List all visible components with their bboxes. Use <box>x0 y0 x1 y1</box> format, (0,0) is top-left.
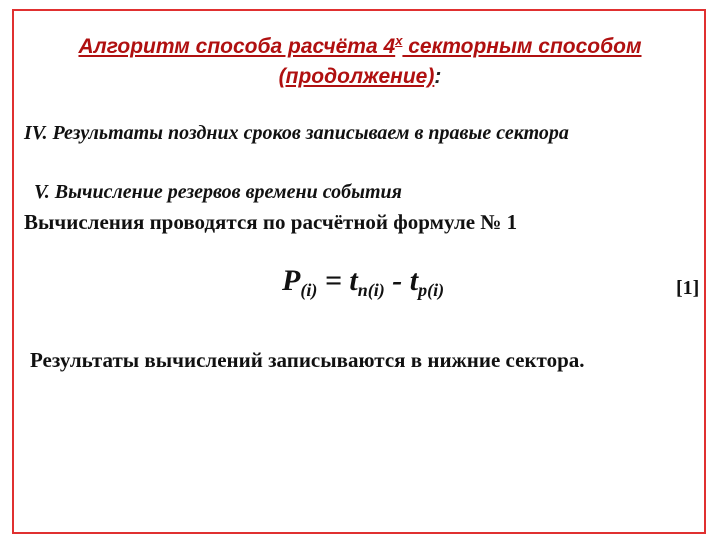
calculation-text: Вычисления проводятся по расчётной формуле № 1 <box>24 210 518 234</box>
formula-reference: [1] <box>676 277 700 299</box>
formula <box>282 264 444 301</box>
title-rest: секторным способом <box>402 35 642 58</box>
title-superscript: х <box>395 33 403 48</box>
step-v-text: V. Вычисление резервов времени события <box>34 181 402 203</box>
step-iv-text: IV. Результаты поздних сроков записываем в правые сектора <box>24 122 569 144</box>
formula-lhs-sub: (i) <box>300 280 318 300</box>
result-text: Результаты вычислений записываются в нижние сектора. <box>30 348 585 372</box>
title-colon: : <box>434 65 442 88</box>
formula-t1-sub: п(i) <box>357 280 385 300</box>
formula-minus: - t <box>384 264 419 297</box>
title-line-2 <box>14 62 706 92</box>
title-line-1 <box>14 26 706 62</box>
formula-eq: = t <box>317 264 358 297</box>
slide-title <box>14 26 706 92</box>
formula-lhs: P <box>282 264 301 297</box>
title-main: Алгоритм способа расчёта 4 <box>78 35 396 58</box>
title-continuation: (продолжение) <box>278 65 435 88</box>
formula-t2-sub: р(i) <box>418 280 445 300</box>
